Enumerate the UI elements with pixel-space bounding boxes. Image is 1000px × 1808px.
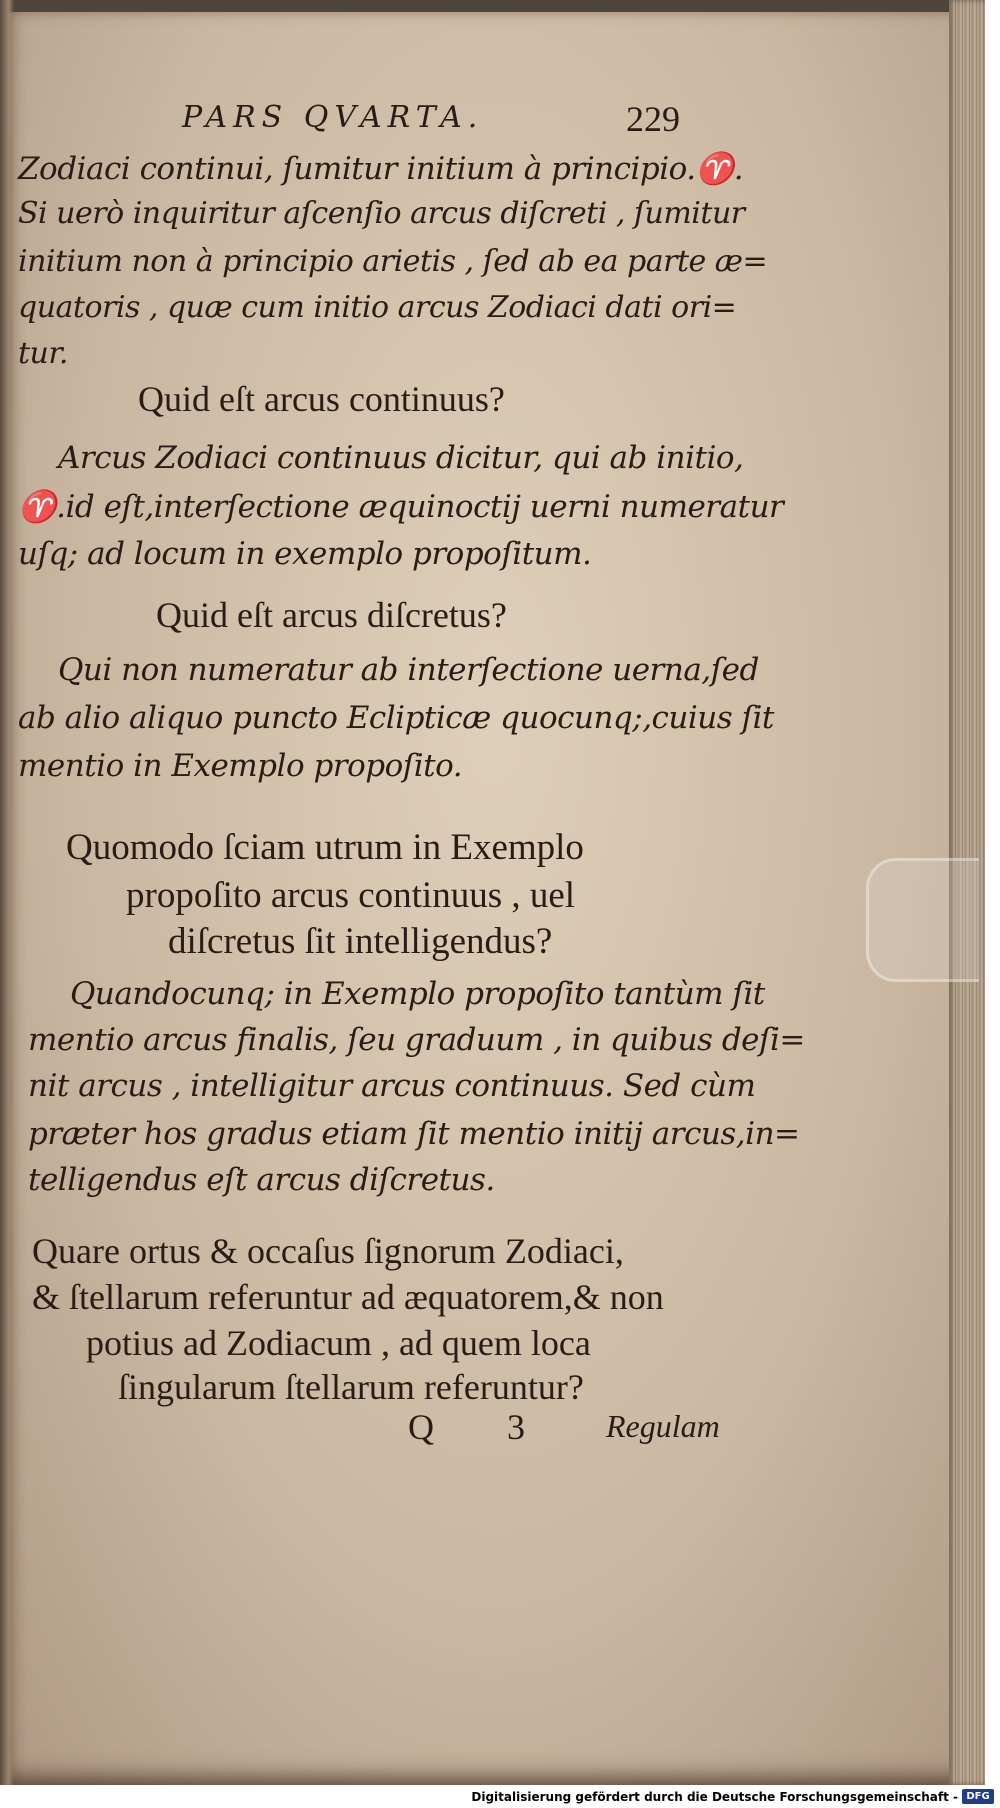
body-line: Si uerò inquiritur aſcenſio arcus diſcreti , ſumitur xyxy=(18,196,745,231)
question-heading: Quare ortus & occaſus ſignorum Zodiaci, xyxy=(32,1231,624,1271)
body-line: tur. xyxy=(18,336,68,371)
page-number: 229 xyxy=(626,99,680,139)
dfg-logo: DFG xyxy=(962,1789,994,1804)
body-line: quatoris , quæ cum initio arcus Zodiaci dati ori= xyxy=(18,290,737,325)
question-heading: propoſito arcus continuus , uel xyxy=(126,875,576,916)
body-line: Zodiaci continui, ſumitur initium à principio.♈. xyxy=(18,151,744,187)
signature-mark: Q 3 xyxy=(408,1407,557,1447)
answer-line: nit arcus , intelligitur arcus continuus. Sed cùm xyxy=(28,1068,756,1104)
question-heading: Quid eſt arcus continuus? xyxy=(138,379,505,419)
body-line: initium non à principio arietis , ſed ab ea parte æ= xyxy=(18,244,768,279)
answer-line: Qui non numeratur ab interſectione uerna,ſed xyxy=(58,652,759,688)
question-heading: & ſtellarum referuntur ad æquatorem,& non xyxy=(32,1277,664,1317)
question-heading: Quid eſt arcus diſcretus? xyxy=(156,595,507,635)
answer-line: ♈.id eſt,interſectione æquinoctij uerni numeratur xyxy=(18,489,784,525)
question-heading: potius ad Zodiacum , ad quem loca xyxy=(86,1323,591,1363)
answer-line: telligendus eſt arcus diſcretus. xyxy=(28,1162,495,1198)
question-heading: Quomodo ſciam utrum in Exemplo xyxy=(66,827,584,868)
running-head: PARS QVARTA. xyxy=(182,100,484,135)
answer-line: mentio arcus finalis, ſeu graduum , in quibus deſi= xyxy=(28,1022,805,1058)
funding-credit: Digitalisierung gefördert durch die Deutsche Forschungsgemeinschaft - xyxy=(471,1790,958,1804)
digitization-footer xyxy=(0,1785,1000,1808)
catchword: Regulam xyxy=(606,1408,720,1444)
answer-line: uſq; ad locum in exemplo propoſitum. xyxy=(18,536,592,572)
answer-line: Quandocunq; in Exemplo propoſito tantùm ſit xyxy=(70,976,765,1012)
answer-line: mentio in Exemplo propoſito. xyxy=(18,748,463,784)
question-heading: ſingularum ſtellarum referuntur? xyxy=(118,1367,584,1407)
answer-line: Arcus Zodiaci continuus dicitur, qui ab initio, xyxy=(58,440,744,476)
answer-line: ab alio aliquo puncto Eclipticæ quocunq;,cuius ſit xyxy=(18,700,774,736)
question-heading: diſcretus ſit intelligendus? xyxy=(168,921,553,962)
answer-line: præter hos gradus etiam ſit mentio initij arcus,in= xyxy=(28,1116,800,1152)
